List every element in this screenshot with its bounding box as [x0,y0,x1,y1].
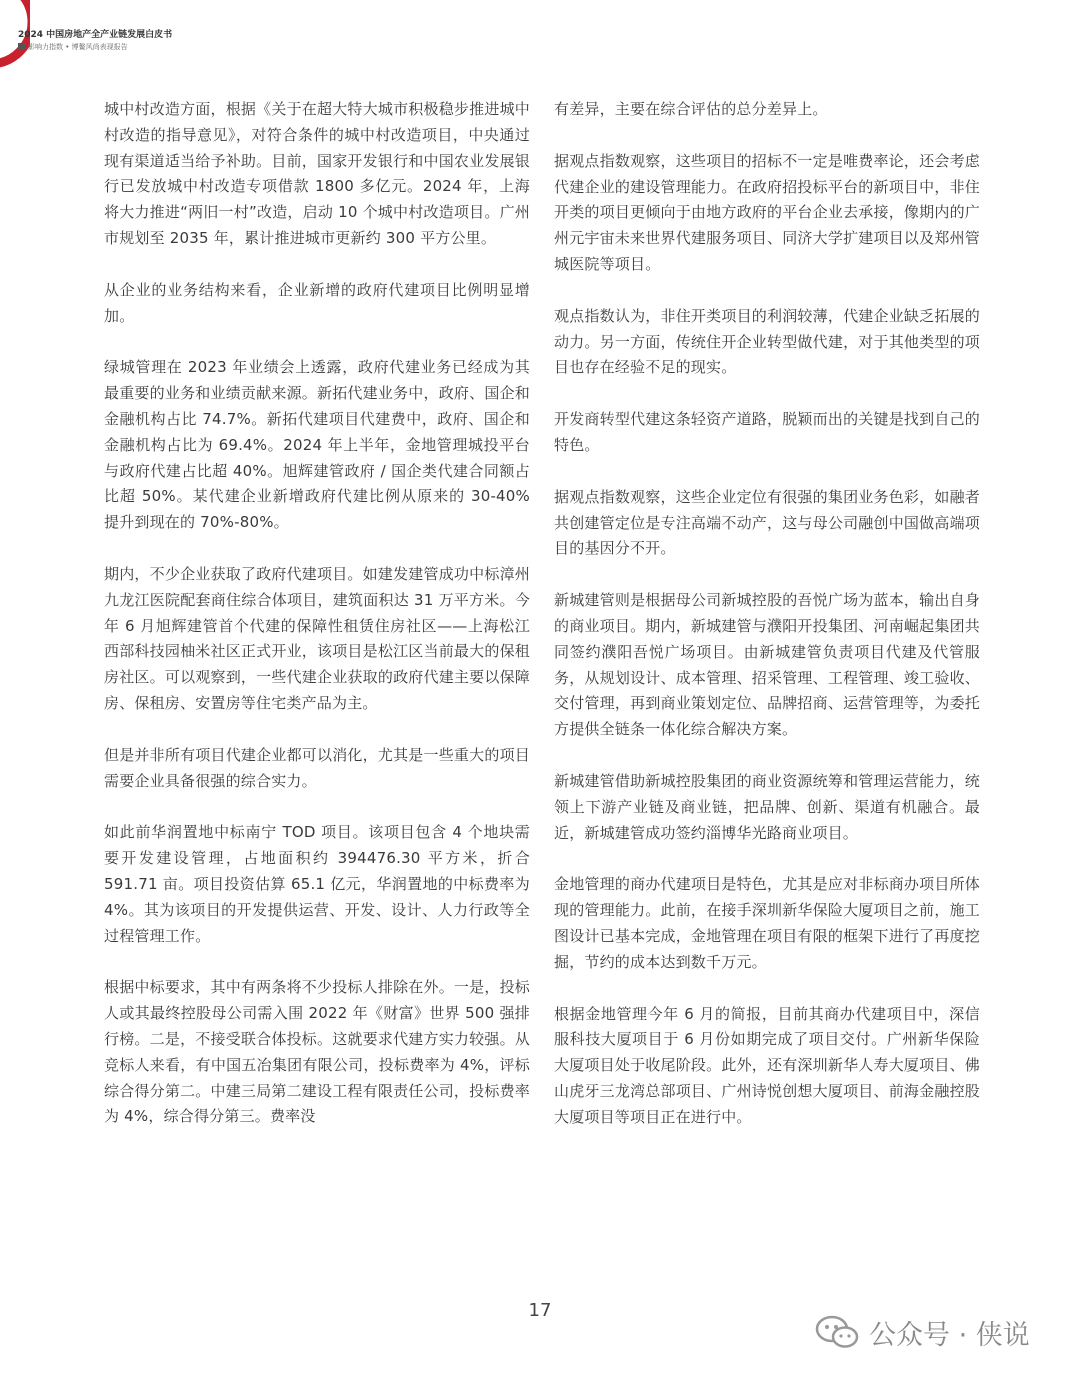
page-header [0,0,400,80]
paragraph: 据观点指数观察，这些项目的招标不一定是唯费率论，还会考虑代建企业的建设管理能力。在政府招投标平台的新项目中，非住开类的项目更倾向于由地方政府的平台企业去承接，像期内的广州元宇宙未来世界代建服务项目、同济大学扩建项目以及郑州管城医院等项目。 [554,151,980,273]
paragraph: 据观点指数观察，这些企业定位有很强的集团业务色彩，如融者共创建管定位是专注高端不动产，这与母公司融创中国做高端项目的基因分不开。 [554,487,980,558]
paragraph: 绿城管理在 2023 年业绩会上透露，政府代建业务已经成为其最重要的业务和业绩贡献来源。新拓代建业务中，政府、国企和金融机构占比 74.7%。新拓代建项目代建费中，政府、国企和金融机构占比为 69.4%。2024 年上半年，金地管理城投平台与政府代建占比超 40%。旭辉建管政府 / 国企类代建合同额占比超 50%。某代建企业新增政府代建比例从原来的 30-40% 提升到现在的 70%-80%。 [104,358,530,532]
watermark-text: 公众号 · 侠说 [869,1319,1030,1351]
page-number: 17 [528,1300,552,1321]
paragraph: 观点指数认为，非住开类项目的利润较薄，代建企业缺乏拓展的动力。另一方面，传统住开企业转型做代建，对于其他类型的项目也存在经验不足的现实。 [554,306,980,377]
wechat-icon [815,1314,859,1350]
right-column [554,97,980,1157]
paragraph: 如此前华润置地中标南宁 TOD 项目。该项目包含 4 个地块需要开发建设管理，占地面积约 394476.30 平方米，折合 591.71 亩。项目投资估算 65.1 亿元，华润置地的中标费率为 4%。其为该项目的开发提供运营、开发、设计、人力行政等全过程管理工作。 [104,823,530,945]
paragraph: 金地管理的商办代建项目是特色，尤其是应对非标商办项目所体现的管理能力。此前，在接手深圳新华保险大厦项目之前，施工图设计已基本完成，金地管理在项目有限的框架下进行了再度挖掘，节约的成本达到数千万元。 [554,875,980,971]
paragraph: 城中村改造方面，根据《关于在超大特大城市积极稳步推进城中村改造的指导意见》，对符合条件的城中村改造项目，中央通过现有渠道适当给予补助。目前，国家开发银行和中国农业发展银行已发放城中村改造专项借款 1800 多亿元。2024 年，上海将大力推进“两旧一村”改造，启动 10 个城中村改造项目。广州市规划至 2035 年，累计推进城市更新约 300 平方公里。 [104,100,530,247]
paragraph: 从企业的业务结构来看，企业新增的政府代建项目比例明显增加。 [104,280,530,325]
paragraph: 但是并非所有项目代建企业都可以消化，尤其是一些重大的项目需要企业具备很强的综合实力。 [104,745,530,790]
paragraph: 根据中标要求，其中有两条将不少投标人排除在外。一是，投标人或其最终控股母公司需入围 2022 年《财富》世界 500 强排行榜。二是，不接受联合体投标。这就要求代建方实力较强。从竞标人来看，有中国五冶集团有限公司，投标费率为 4%，评标综合得分第二。中建三局第二建设工程有限责任公司，投标费率为 4%，综合得分第三。费率没 [104,978,530,1126]
header-title: 2024 中国房地产全产业链发展白皮书 [18,30,173,40]
header-subtitle-text: 影响力指数 • 博鳌风尚表现报告 [28,43,128,51]
paragraph: 有差异，主要在综合评估的总分差异上。 [554,100,828,118]
watermark [815,1312,1030,1352]
header-subtitle [18,42,128,52]
paragraph: 期内，不少企业获取了政府代建项目。如建发建管成功中标漳州九龙江医院配套商住综合体项目，建筑面积达 31 万平方米。今年 6 月旭辉建管首个代建的保障性租赁住房社区——上海松江西部科技园柚米社区正式开业，该项目是松江区当前最大的保租房社区。可以观察到，一些代建企业获取的政府代建主要以保障房、保租房、安置房等住宅类产品为主。 [104,564,530,712]
paragraph: 根据金地管理今年 6 月的简报，目前其商办代建项目中，深信服科技大厦项目于 6 月份如期完成了项目交付。广州新华保险大厦项目处于收尾阶段。此外，还有深圳新华人寿大厦项目、佛山虎牙三龙湾总部项目、广州诗悦创想大厦项目、前海金融控股大厦项目等项目正在进行中。 [554,1004,980,1126]
left-column [104,97,530,1156]
paragraph: 新城建管借助新城控股集团的商业资源统筹和管理运营能力，统领上下游产业链及商业链，把品牌、创新、渠道有机融合。最近，新城建管成功签约淄博华光路商业项目。 [554,771,980,842]
paragraph: 新城建管则是根据母公司新城控股的吾悦广场为蓝本，输出自身的商业项目。期内，新城建管与濮阳开投集团、河南崛起集团共同签约濮阳吾悦广场项目。由新城建管负责项目代建及代管服务，从规划设计、成本管理、招采管理、工程管理、竣工验收、交付管理，再到商业策划定位、品牌招商、运营管理等，为委托方提供全链条一体化综合解决方案。 [554,591,980,739]
subtitle-mark-icon [18,43,25,50]
paragraph: 开发商转型代建这条轻资产道路，脱颖而出的关键是找到自己的特色。 [554,410,980,454]
